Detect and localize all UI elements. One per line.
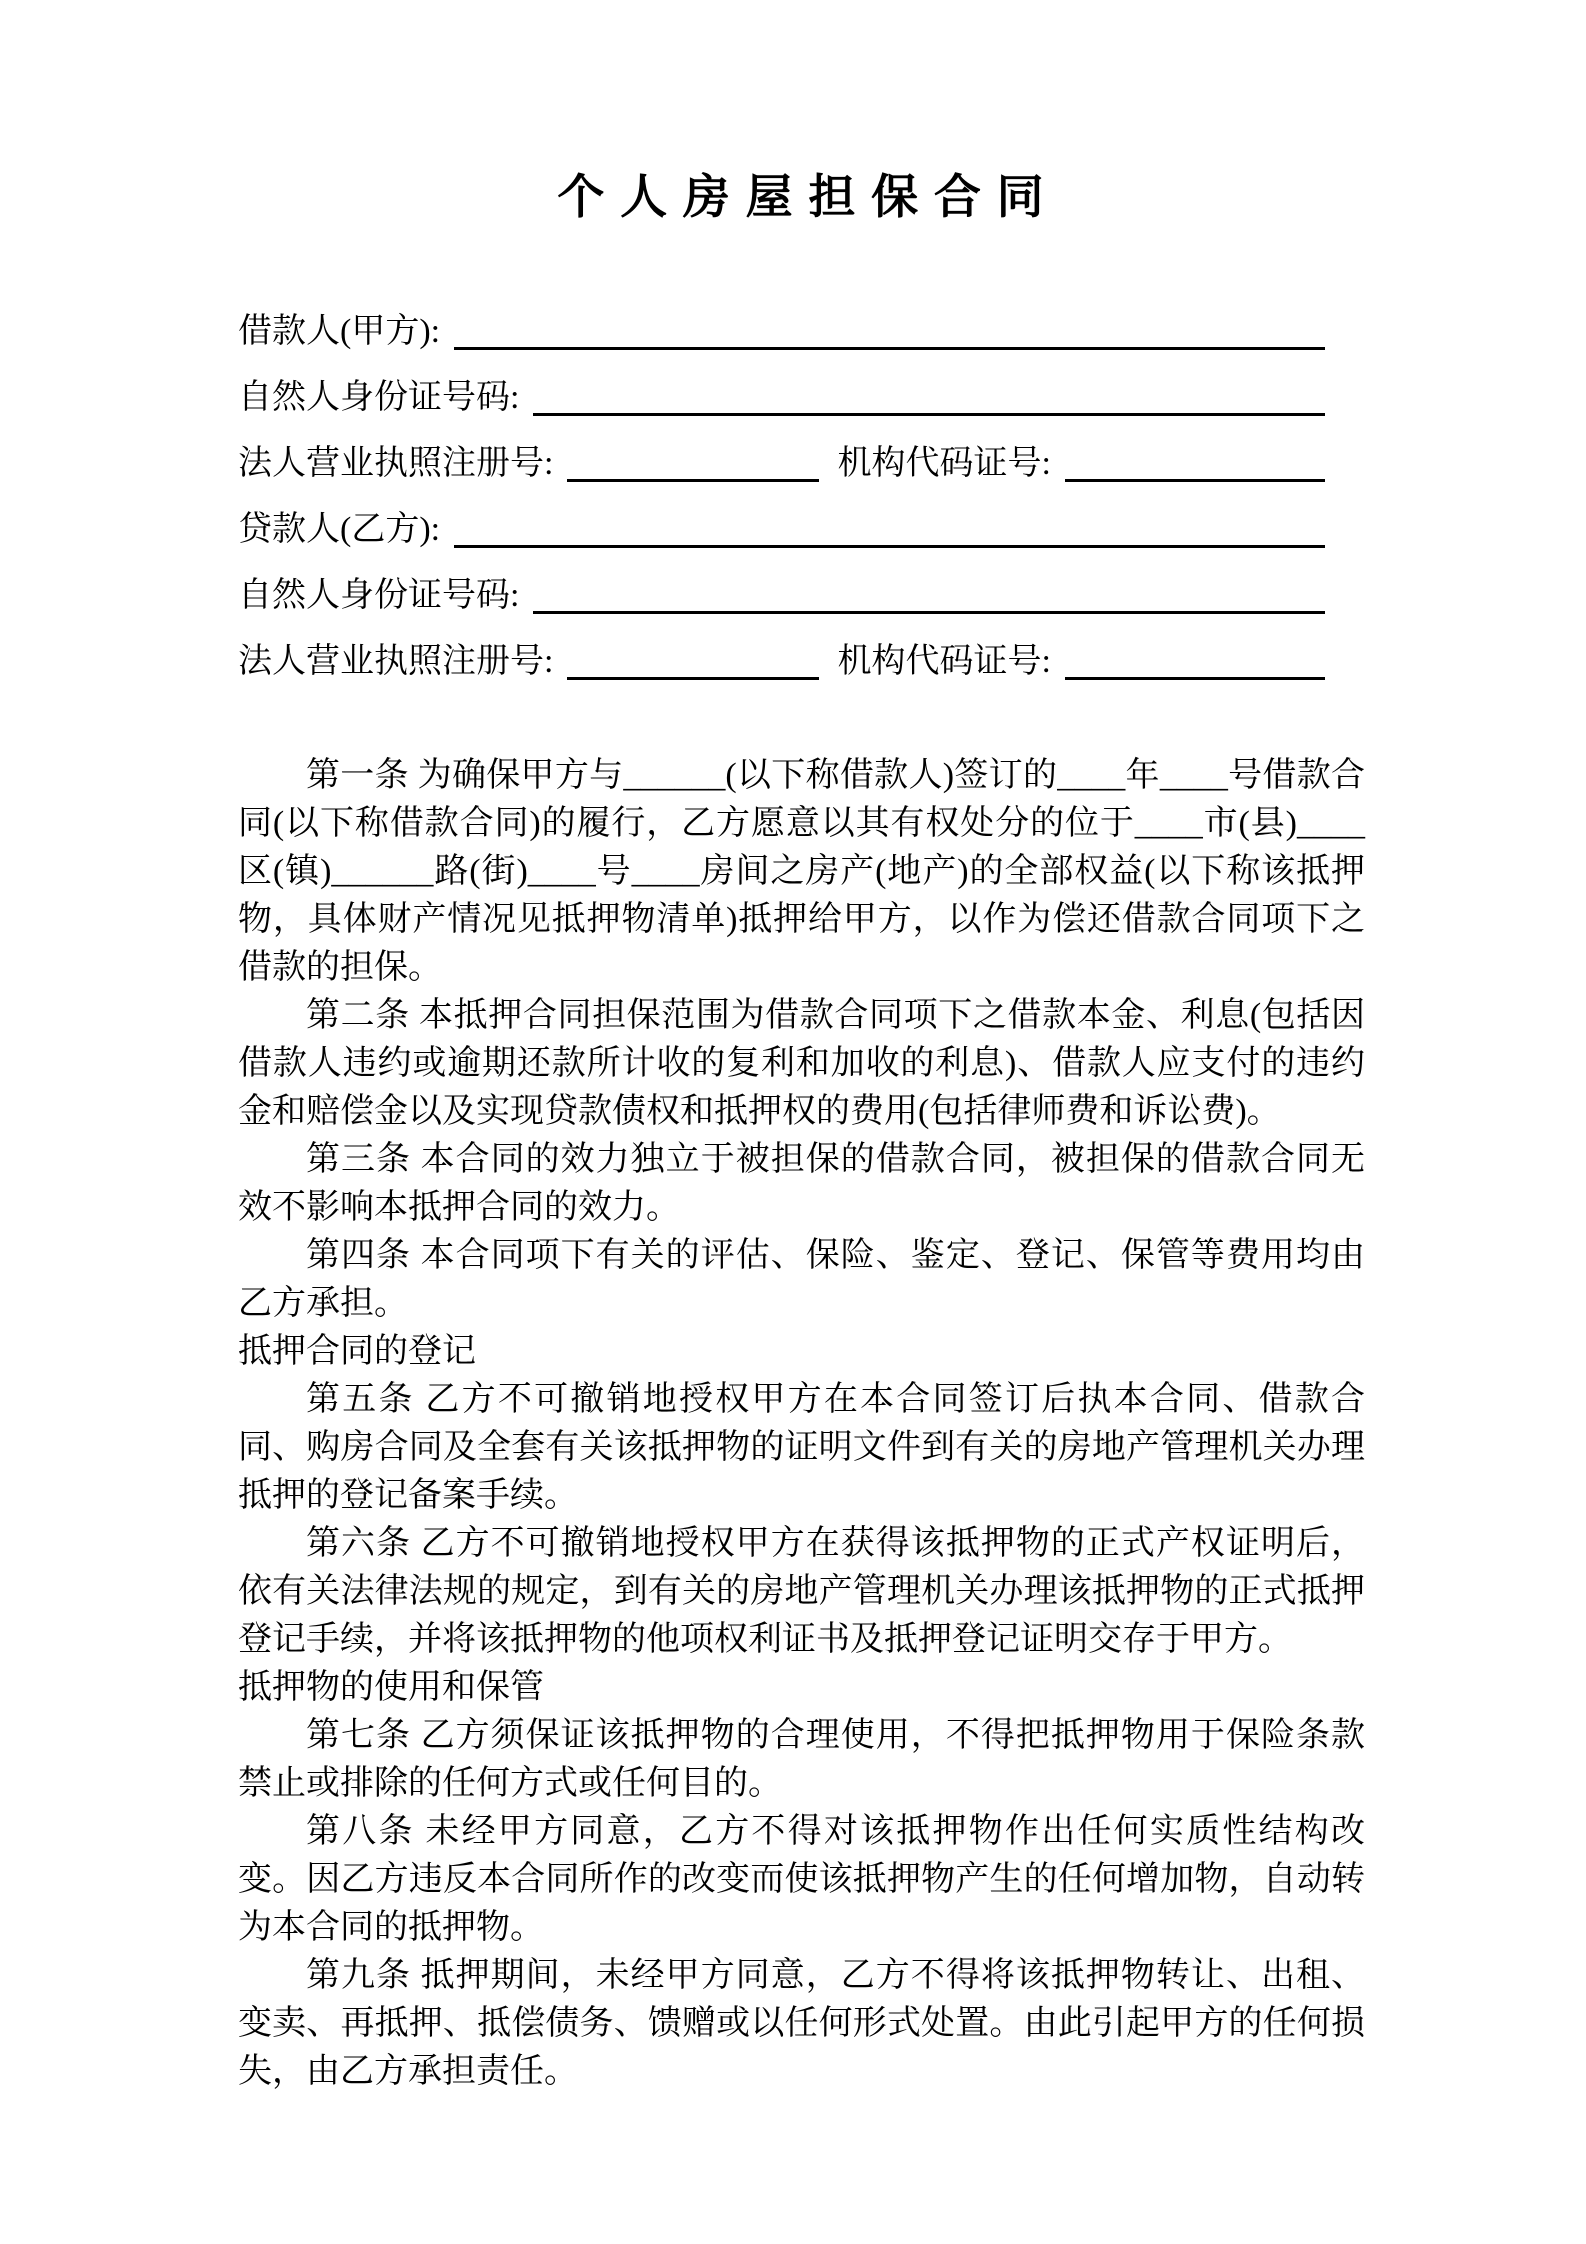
lender-license-label: 法人营业执照注册号: <box>238 643 554 680</box>
lender-license-blank-line <box>567 641 819 680</box>
lender-org-code-blank-line <box>1065 641 1325 680</box>
form-row-lender <box>238 486 1365 552</box>
borrower-blank-line <box>454 311 1325 350</box>
clause-2: 第二条 本抵押合同担保范围为借款合同项下之借款本金、利息(包括因借款人违约或逾期还款所计收的复利和加收的利息)、借款人应支付的违约金和赔偿金以及实现贷款债权和抵押权的费用(包括律师费和诉讼费)。 <box>238 997 1365 1130</box>
form-row-lender-id <box>238 552 1365 618</box>
lender-org-code-label: 机构代码证号: <box>837 643 1051 680</box>
clause-4: 第四条 本合同项下有关的评估、保险、鉴定、登记、保管等费用均由乙方承担。 <box>238 1237 1365 1322</box>
lender-label: 贷款人(乙方): <box>238 511 441 548</box>
contract-clauses <box>238 752 1365 2096</box>
section-heading-usage: 抵押物的使用和保管 <box>238 1669 544 1706</box>
clause-9: 第九条 抵押期间，未经甲方同意，乙方不得将该抵押物转让、出租、变卖、再抵押、抵偿债务、馈赠或以任何形式处置。由此引起甲方的任何损失，由乙方承担责任。 <box>238 1957 1365 2090</box>
borrower-id-blank-line <box>533 377 1325 416</box>
form-row-borrower-id <box>238 354 1365 420</box>
borrower-label: 借款人(甲方): <box>238 313 441 350</box>
clause-1: 第一条 为确保甲方与______(以下称借款人)签订的____年____号借款合同(以下称借款合同)的履行，乙方愿意以其有权处分的位于____市(县)____区(镇)______路(街)____号____房间之房产(地产)的全部权益(以下称该抵押物，具体财产情况见抵押物清单)抵押给甲方，以作为偿还借款合同项下之借款的担保。 <box>238 757 1365 986</box>
section-heading-registration: 抵押合同的登记 <box>238 1333 476 1370</box>
clause-7: 第七条 乙方须保证该抵押物的合理使用，不得把抵押物用于保险条款禁止或排除的任何方式或任何目的。 <box>238 1717 1365 1802</box>
form-row-lender-license <box>238 618 1365 684</box>
borrower-org-code-blank-line <box>1065 443 1325 482</box>
borrower-org-code-label: 机构代码证号: <box>837 445 1051 482</box>
borrower-license-blank-line <box>567 443 819 482</box>
party-info-form <box>238 288 1365 684</box>
lender-id-blank-line <box>533 575 1325 614</box>
form-row-borrower <box>238 288 1365 354</box>
borrower-id-label: 自然人身份证号码: <box>238 379 520 416</box>
clause-6: 第六条 乙方不可撤销地授权甲方在获得该抵押物的正式产权证明后，依有关法律法规的规定，到有关的房地产管理机关办理该抵押物的正式抵押登记手续，并将该抵押物的他项权利证书及抵押登记证明交存于甲方。 <box>238 1525 1365 1658</box>
form-row-borrower-license <box>238 420 1365 486</box>
clause-8: 第八条 未经甲方同意，乙方不得对该抵押物作出任何实质性结构改变。因乙方违反本合同所作的改变而使该抵押物产生的任何增加物，自动转为本合同的抵押物。 <box>238 1813 1365 1946</box>
borrower-license-label: 法人营业执照注册号: <box>238 445 554 482</box>
page-title: 个 人 房 屋 担 保 合 同 <box>557 172 1046 224</box>
clause-5: 第五条 乙方不可撤销地授权甲方在本合同签订后执本合同、借款合同、购房合同及全套有关该抵押物的证明文件到有关的房地产管理机关办理抵押的登记备案手续。 <box>238 1381 1365 1514</box>
clause-3: 第三条 本合同的效力独立于被担保的借款合同，被担保的借款合同无效不影响本抵押合同的效力。 <box>238 1141 1365 1226</box>
lender-id-label: 自然人身份证号码: <box>238 577 520 614</box>
lender-blank-line <box>454 509 1325 548</box>
